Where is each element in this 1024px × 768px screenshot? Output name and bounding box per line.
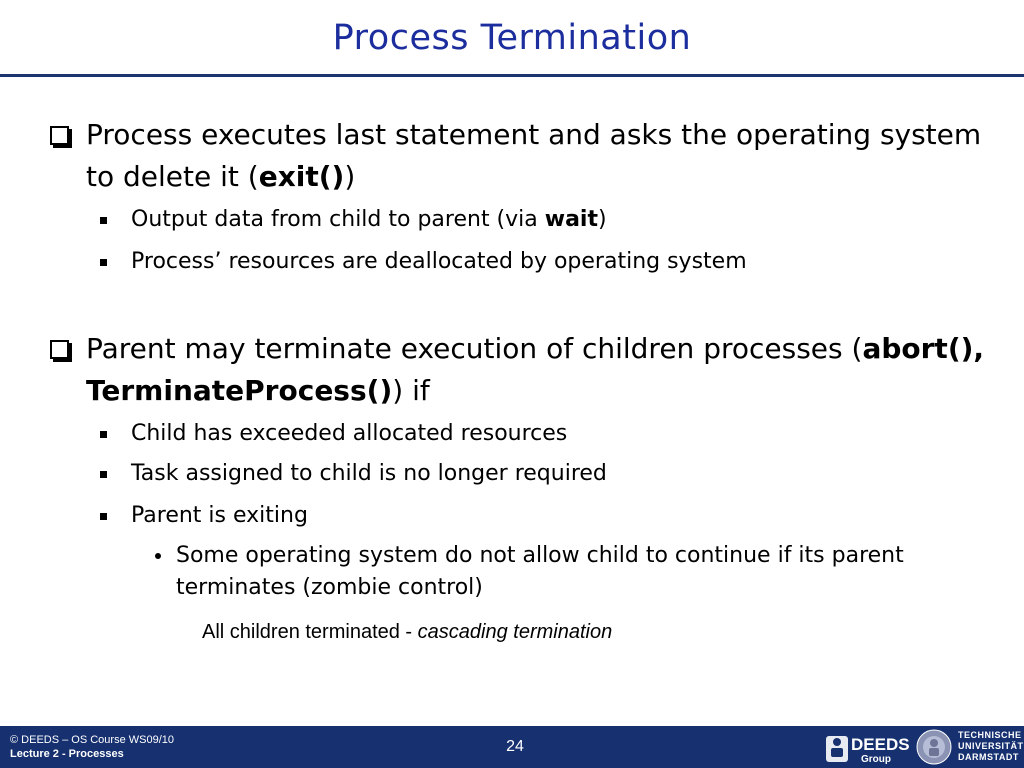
square-bullet-icon — [100, 259, 107, 266]
subsub-bullet-zombie-control: Some operating system do not allow child to continue if its parent terminates (zombie control) — [152, 540, 972, 606]
cascading-termination-note: All children terminated - cascading termination — [202, 621, 613, 643]
code-exit: exit() — [258, 160, 345, 193]
footer-copyright: © DEEDS – OS Course WS09/10 — [10, 734, 175, 746]
deeds-logo-icon — [825, 728, 910, 766]
deeds-logo-text: DEEDS — [851, 735, 910, 754]
slide-title: Process Termination — [332, 18, 692, 58]
university-seal-icon — [915, 728, 953, 766]
code-wait: wait — [544, 207, 598, 232]
square-bullet-icon — [100, 471, 107, 478]
code-abort: abort(), TerminateProcess() — [86, 332, 985, 407]
square-bullet-icon — [100, 513, 107, 520]
bullet-parent-terminate — [48, 328, 985, 412]
bullet-text: Parent may terminate execution of children processes (abort(), TerminateProcess()) if — [86, 332, 985, 407]
dot-bullet-icon — [155, 553, 161, 559]
checkbox-bullet-icon — [50, 126, 69, 145]
bullet-text: Process executes last statement and asks the operating system to delete it (exit()) — [86, 118, 982, 193]
checkbox-bullet-icon — [50, 340, 69, 359]
square-bullet-icon — [100, 431, 107, 438]
slide-footer — [0, 726, 1024, 768]
bullet-exit — [48, 114, 982, 198]
square-bullet-icon — [100, 217, 107, 224]
page-number: 24 — [506, 738, 524, 755]
deeds-logo-sub: Group — [861, 754, 891, 765]
title-divider — [0, 74, 1024, 77]
university-name: TECHNISCHE UNIVERSITÄT DARMSTADT — [958, 730, 1024, 762]
footer-lecture: Lecture 2 - Processes — [10, 748, 124, 760]
footer-credits — [10, 733, 174, 761]
